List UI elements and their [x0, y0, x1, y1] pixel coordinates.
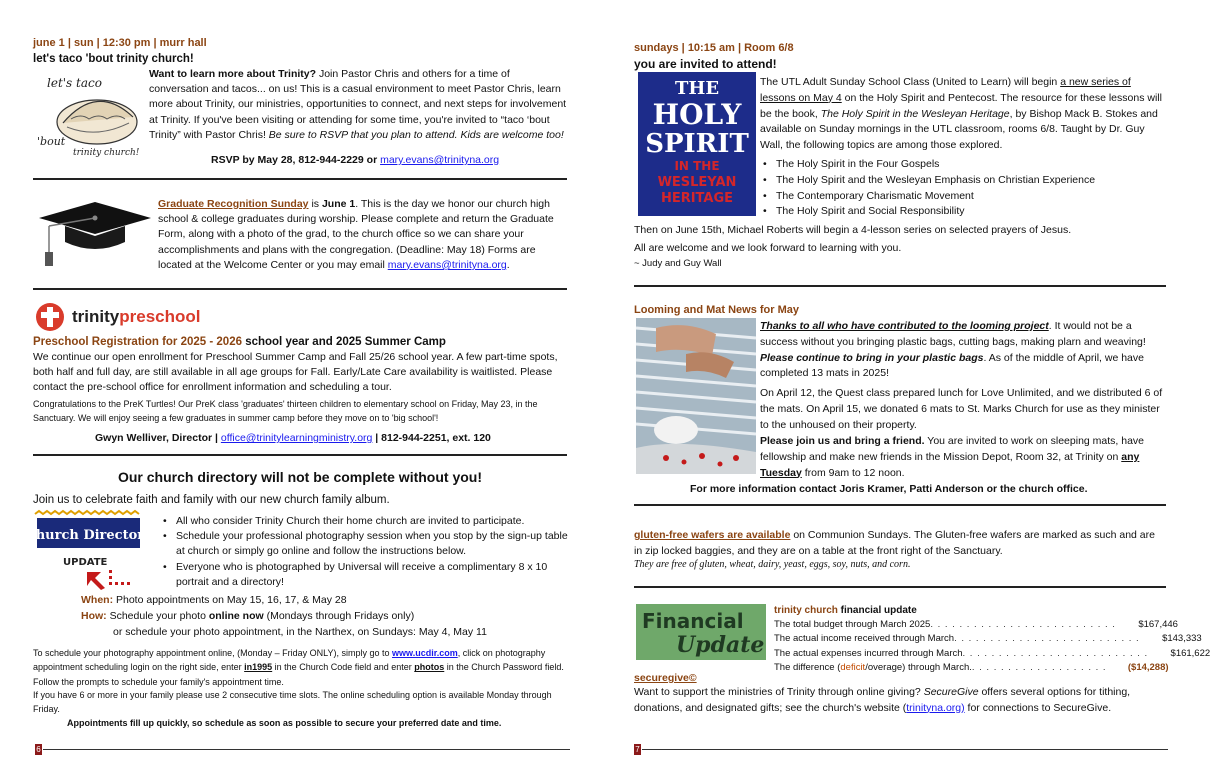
grad-body — [158, 197, 568, 273]
finance-row-value: $167,446 — [1138, 619, 1178, 630]
church-code: in1995 — [244, 662, 273, 673]
gluten-text: on Communion Sundays. The Gluten-free wafers are marked as such and are in zip locked baggies, and they are on a table at the front right of the Sanctuary. — [634, 529, 1155, 557]
gluten-note: They are free of gluten, wheat, dairy, yeast, eggs, soy, nuts, and corn. — [634, 559, 911, 570]
taco-event-meta: june 1 | sun | 12:30 pm | murr hall — [33, 37, 207, 49]
finance-row: The actual income received through March . . . . . . . . . . . . . . . . . . . . . . . . . . $143,333 — [774, 632, 1092, 646]
svg-text:trinity church!: trinity church! — [73, 148, 140, 158]
divider — [634, 586, 1166, 588]
diff-text-1: The difference ( — [774, 661, 841, 673]
divider — [33, 178, 567, 180]
divider — [634, 285, 1166, 287]
grad-text-2: . This is the day we honor our church high school & college graduates during worship. Please complete and return the Graduate Form, along with a photo of the grad, to the church office so we can share your accomplishments and plans with the congregation. (Deadline: May 18) Forms are located at the Welcome Center or you may email — [158, 198, 554, 271]
finance-title-rest: financial update — [837, 605, 917, 616]
trinity-preschool-logo — [35, 302, 200, 332]
footer-line — [43, 749, 570, 750]
looming-continue: Please continue to bring in your plastic bags — [760, 351, 984, 364]
book-title-2: HOLY — [652, 98, 742, 131]
looming-thanks: Thanks to all who have contributed to the looming project — [760, 320, 1049, 332]
logo-word-trinity: trinity — [72, 306, 120, 326]
directory-closing: Appointments fill up quickly, so schedule as soon as possible to secure your preferred date and time. — [67, 718, 502, 728]
divider — [33, 454, 567, 456]
preschool-email-link[interactable]: office@trinitylearningministry.org — [220, 432, 373, 444]
taco-lead: Want to learn more about Trinity? — [149, 68, 317, 80]
taco-rsvp-text: RSVP by May 28, 812-944-2229 or — [211, 154, 381, 166]
looming-mat-photo — [636, 318, 756, 474]
directory-art-update: UPDATE — [63, 557, 108, 568]
directory-heading: Our church directory will not be complete without you! — [117, 469, 483, 485]
how-label: How: — [81, 610, 107, 622]
finance-title-brown: trinity church — [774, 605, 838, 616]
finance-row: The actual expenses incurred through March . . . . . . . . . . . . . . . . . . . . . . . . . . $161,622 — [774, 647, 1092, 661]
divider — [33, 288, 567, 290]
signature: ~ Judy and Guy Wall — [634, 258, 722, 269]
welcome-text: All are welcome and we look forward to learning with you. — [634, 242, 902, 254]
ss-book-title: The Holy Spirit in the Wesleyan Heritage — [820, 107, 1010, 120]
instr-text-4: in the Church Password field. Follow the prompts to schedule your family's appointment time. — [33, 662, 564, 687]
taco-title: let's taco 'bout trinity church! — [33, 53, 194, 65]
preschool-contact — [95, 431, 491, 446]
instr-text-2: , click on photography appointment scheduling login on the right side, enter — [33, 648, 546, 673]
finance-row-label: The actual expenses incurred through March — [774, 647, 963, 659]
preschool-body: We continue our open enrollment for Preschool Summer Camp and Fall 25/26 school year. A few part-time spots, both half and full day, are still available in all age groups for Fall. Early/Late Care availability is waitlisted. Please contact the pre-school office for enrollment information and scheduling a tour. — [33, 351, 558, 394]
looming-text-3: You are invited to work on sleeping mats, have fellowship and make new friends in the Mission Depot, Room 32, at Trinity on — [760, 435, 1145, 463]
looming-title: Looming and Mat News for May — [634, 304, 800, 316]
sg-text-3: for connections to SecureGive. — [964, 701, 1112, 714]
preschool-director: Gwyn Welliver, Director | — [95, 432, 221, 444]
directory-how-2: or schedule your photo appointment, in the Narthex, on Sundays: May 4, May 11 — [113, 626, 487, 638]
ss-text-2: on the Holy Spirit and Pentecost. The resource for these lessons will be the book, — [760, 91, 1162, 120]
book-title-3: SPIRIT — [645, 129, 749, 159]
ucdir-link[interactable]: www.ucdir.com — [392, 648, 458, 658]
book-sub-1: IN THE — [674, 159, 720, 173]
topic-item: • The Holy Spirit in the Four Gospels — [760, 157, 1166, 173]
looming-contact: For more information contact Joris Kramer, Patti Anderson or the church office. — [690, 483, 1088, 495]
book-sub-3: HERITAGE — [660, 191, 734, 206]
finance-row-label: The total budget through March 2025 — [774, 619, 931, 630]
directory-intro: Join us to celebrate faith and family with our new church family album. — [33, 494, 390, 506]
new-series-link[interactable]: a new series of lessons on May 4 — [760, 76, 1131, 104]
taco-illustration — [37, 67, 145, 157]
finance-row-difference: The difference (deficit/overage) through March. . . . . . . . . . . . . . . . . . . . ($14,288) — [774, 661, 1092, 675]
topic-item: • The Holy Spirit and Social Responsibility — [760, 204, 1166, 220]
church-directory-update-graphic — [25, 510, 152, 590]
finance-row-label: The actual income received through March — [774, 633, 955, 645]
graduation-cap-icon — [35, 196, 153, 268]
june-series: Then on June 15th, Michael Roberts will begin a 4-lesson series on selected prayers of Jesus. — [634, 224, 1072, 236]
looming-text-2: . As of the middle of April, we have completed 13 mats in 2025! — [760, 351, 1144, 380]
securegive-title: securegive© — [634, 672, 697, 684]
grad-email-link[interactable]: mary.evans@trinityna.org — [387, 258, 507, 271]
financial-update-graphic — [636, 604, 766, 660]
svg-text:'bout: 'bout — [37, 135, 66, 148]
securegive-body — [634, 685, 1168, 717]
sunday-school-body — [760, 75, 1166, 154]
directory-family-note: If you have 6 or more in your family please use 2 consecutive time slots. The online scheduling option is available Monday through Friday. — [33, 690, 552, 715]
trinityna-website-link[interactable]: trinityna.org) — [906, 701, 965, 714]
looming-any: any — [1121, 450, 1140, 463]
directory-how — [81, 609, 414, 624]
fin-img-1: Financial — [642, 609, 744, 633]
looming-tuesday: Tuesday — [760, 466, 802, 479]
taco-rsvp — [211, 153, 499, 168]
looming-text-4: from 9am to 12 noon. — [801, 466, 905, 479]
topic-item: • The Contemporary Charismatic Movement — [760, 189, 1166, 205]
sg-text-2: offers several options for tithing, donations, and designated gifts; see the church's website ( — [634, 686, 1131, 714]
directory-bullet: • All who consider Trinity Church their home church are invited to participate. — [160, 514, 568, 529]
taco-note: Be sure to RSVP that you plan to attend. Kids are welcome too! — [268, 128, 564, 141]
how-text-1: Schedule your photo — [106, 610, 209, 622]
preschool-title — [33, 334, 446, 351]
taco-body-text: Join Pastor Chris and others for a time of conversation and tacos... on us! This is a casual environment to meet Pastor Chris, learn more about Trinity, our ministries, opportunities to connect, and next steps for involvement at Trinity. If you've been visiting or attending for some time, you're invited to “taco ‘bout Trinity” with Pastor Chris! — [149, 68, 567, 141]
directory-instructions — [33, 646, 568, 689]
diff-deficit: deficit — [840, 661, 866, 673]
ss-text-3: , by Bishop Mack B. Stokes and available on Sunday mornings in the UTL classroom, rooms 6/8. Taught by Dr. Guy Wall, the following topics are among those explored. — [760, 107, 1158, 151]
preschool-title-brown: Preschool Registration for 2025 - 2026 — [33, 336, 242, 348]
directory-bullet: • Schedule your professional photography session when you stop by the sign-up table at church or simply go online and follow the instructions below. — [160, 529, 568, 559]
trinity-cross-icon — [35, 302, 65, 332]
grad-text-1: is — [308, 198, 322, 210]
finance-table — [774, 618, 1210, 675]
finance-row-value: $161,622 — [1170, 647, 1210, 659]
divider — [634, 504, 1166, 506]
sg-brand: SecureGive — [923, 686, 979, 698]
topic-item: • The Holy Spirit and the Wesleyan Emphasis on Christian Experience — [760, 173, 1166, 189]
sunday-school-title: you are invited to attend! — [634, 57, 777, 71]
directory-when — [81, 593, 347, 608]
finance-title — [774, 604, 917, 619]
grad-sunday-link[interactable]: Graduate Recognition Sunday — [158, 198, 309, 210]
preschool-phone: | 812-944-2251, ext. 120 — [372, 432, 491, 444]
how-text-2: (Mondays through Fridays only) — [263, 610, 415, 622]
right-page — [634, 0, 1210, 776]
looming-p2: On April 12, the Quest class prepared lunch for Love Unlimited, and we distributed 6 of the mats. On April 15, we donated 6 mats to St. Marks Church for use as they minister to the unhoused on their property. — [760, 387, 1163, 431]
sg-text-1: Want to support the ministries of Trinity through online giving? — [634, 686, 924, 698]
book-sub-2: WESLEYAN — [657, 175, 737, 190]
looming-text-1: . It would not be a success without you bringing plastic bags, cutting bags, making plarn and weaving! — [760, 320, 1146, 348]
gluten-body — [634, 528, 1166, 560]
church-password: photos — [414, 662, 445, 673]
book-title-1: THE — [674, 78, 720, 99]
diff-text-2: /overage) through March. — [865, 661, 972, 673]
taco-body — [149, 67, 569, 143]
holy-spirit-book-cover — [638, 72, 756, 216]
finance-row-value: $143,333 — [1162, 633, 1202, 645]
left-page — [25, 0, 570, 776]
grad-date: June 1 — [321, 198, 356, 210]
when-text: Photo appointments on May 15, 16, 17, & May 28 — [113, 594, 347, 606]
finance-row: The total budget through March 2025 . . . . . . . . . . . . . . . . . . . . . . . . . . $167,446 — [774, 618, 1092, 632]
sunday-school-meta: sundays | 10:15 am | Room 6/8 — [634, 42, 794, 54]
preschool-title-rest: school year and 2025 Summer Camp — [242, 336, 446, 348]
page-number: 6 — [36, 745, 41, 754]
logo-word-preschool: preschool — [119, 306, 201, 326]
topics-list — [760, 157, 1166, 220]
instr-text-1: To schedule your photography appointment online, (Monday – Friday ONLY), simply go to — [33, 648, 393, 658]
directory-bullet: • Everyone who is photographed by Universal will receive a complimentary 8 x 10 portrait and a directory! — [160, 560, 568, 590]
diff-value: ($14,288) — [1127, 661, 1169, 673]
instr-text-3: in the Church Code field and enter — [272, 662, 415, 673]
looming-join: Please join us and bring a friend. — [760, 435, 925, 447]
page-number: 7 — [635, 745, 640, 754]
directory-bullets — [160, 514, 568, 590]
looming-body — [760, 319, 1166, 382]
looming-p3 — [760, 434, 1166, 481]
directory-art-title: Church Directory — [25, 528, 152, 543]
fin-img-2: Update — [676, 632, 765, 658]
svg-text:let's taco: let's taco — [47, 76, 102, 90]
taco-rsvp-email-link[interactable]: mary.evans@trinityna.org — [380, 154, 500, 166]
grad-end: . — [506, 258, 510, 271]
prek-congrats: Congratulations to the PreK Turtles! Our PreK class 'graduates' thirteen children to elementary school on Friday, May 23, in the Sanctuary. We will enjoy seeing a few graduates in summer camp before they move on to 'big school'! — [33, 399, 538, 423]
when-label: When: — [81, 594, 114, 606]
ss-text-1: The UTL Adult Sunday School Class (United to Learn) will begin — [760, 76, 1061, 88]
gluten-free-link[interactable]: gluten-free wafers are available — [634, 529, 791, 541]
footer-line — [642, 749, 1168, 750]
how-online-now: online now — [208, 610, 264, 622]
